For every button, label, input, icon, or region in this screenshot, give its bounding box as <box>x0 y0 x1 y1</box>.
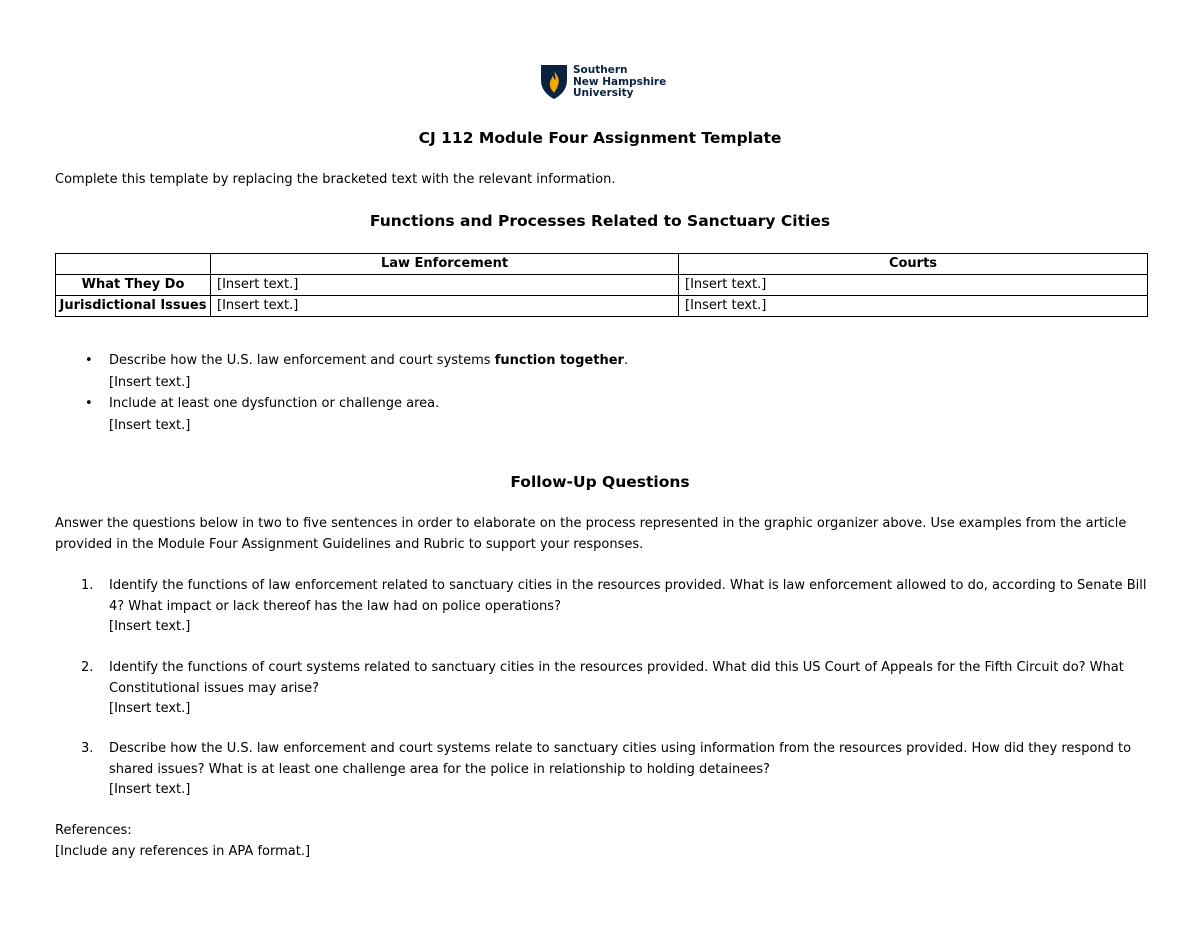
logo-line-1: Southern <box>573 64 628 76</box>
bullet-prompt <box>109 393 1150 415</box>
template-instructions: Complete this template by replacing the bracketed text with the relevant information. <box>55 172 616 187</box>
shield-flame-icon <box>540 64 568 100</box>
table-row <box>56 296 1148 317</box>
references-label: References: <box>55 823 132 838</box>
table-row <box>56 275 1148 296</box>
question-answer[interactable]: [Insert text.] <box>109 619 191 634</box>
question-1 <box>55 576 1150 638</box>
logo-line-3: University <box>573 87 634 99</box>
bullet-bold-text: function together <box>494 353 624 368</box>
cell-courts-jurisdictional-issues[interactable]: [Insert text.] <box>679 296 1148 317</box>
references-text[interactable]: [Include any references in APA format.] <box>55 843 311 859</box>
bullet-text-after: . <box>623 353 629 368</box>
bullet-icon: • <box>85 396 93 411</box>
bullet-list <box>55 350 1150 436</box>
question-number: 2. <box>81 660 94 675</box>
cell-law-what-they-do[interactable]: [Insert text.] <box>211 275 679 296</box>
list-item <box>55 576 1150 638</box>
bullet-answer[interactable]: [Insert text.] <box>109 374 191 390</box>
snhu-logo <box>540 64 670 104</box>
question-3 <box>55 739 1150 801</box>
question-answer[interactable]: [Insert text.] <box>109 701 191 716</box>
cell-courts-what-they-do[interactable]: [Insert text.] <box>679 275 1148 296</box>
bullet-prompt <box>109 350 1150 372</box>
bullet-icon: • <box>85 353 93 368</box>
question-answer[interactable]: [Insert text.] <box>109 782 191 797</box>
question-2 <box>55 658 1150 720</box>
logo-line-2: New Hampshire <box>573 75 667 88</box>
table-header-row <box>56 254 1148 275</box>
question-number: 1. <box>81 578 94 593</box>
answer-instructions: Answer the questions below in two to five sentences in order to elaborate on the process represented in the graphic organizer above. Use examples from the article provided in the Module Four Assignment Guidelines and Rubric to support your responses. <box>55 516 1127 552</box>
question-text: Describe how the U.S. law enforcement and court systems relate to sanctuary cities using information from the resources provided. How did they respond to shared issues? What is at least one challenge area for the police in relationship to holding detainees? <box>109 741 1132 777</box>
question-text: Identify the functions of law enforcement related to sanctuary cities in the resources provided. What is law enforcement allowed to do, according to Senate Bill 4? What impact or lack thereof has the law had on police operations? <box>109 578 1147 614</box>
bullet-answer[interactable]: [Insert text.] <box>109 417 191 433</box>
list-item <box>55 350 1150 393</box>
list-item <box>55 739 1150 801</box>
table-header-courts: Courts <box>679 254 1148 275</box>
bullet-text: Describe how the U.S. law enforcement and court systems <box>109 353 495 368</box>
list-item <box>55 393 1150 436</box>
table-header-empty <box>56 254 211 275</box>
document-title: CJ 112 Module Four Assignment Template <box>418 129 782 147</box>
row-label-what-they-do: What They Do <box>56 275 211 296</box>
functions-table <box>55 253 1148 317</box>
list-item <box>55 658 1150 720</box>
table-header-law-enforcement: Law Enforcement <box>211 254 679 275</box>
references-section <box>55 821 1150 862</box>
question-text: Identify the functions of court systems related to sanctuary cities in the resources provided. What did this US Court of Appeals for the Fifth Circuit do? What Constitutional issues may arise? <box>109 660 1124 696</box>
logo-wordmark <box>573 65 666 100</box>
section-title-functions: Functions and Processes Related to Sanctuary Cities <box>369 212 831 230</box>
question-number: 3. <box>81 741 94 756</box>
cell-law-jurisdictional-issues[interactable]: [Insert text.] <box>211 296 679 317</box>
bullet-text: Include at least one dysfunction or challenge area. <box>109 396 440 411</box>
row-label-jurisdictional-issues: Jurisdictional Issues <box>56 296 211 317</box>
section-title-follow-up: Follow-Up Questions <box>510 473 690 491</box>
